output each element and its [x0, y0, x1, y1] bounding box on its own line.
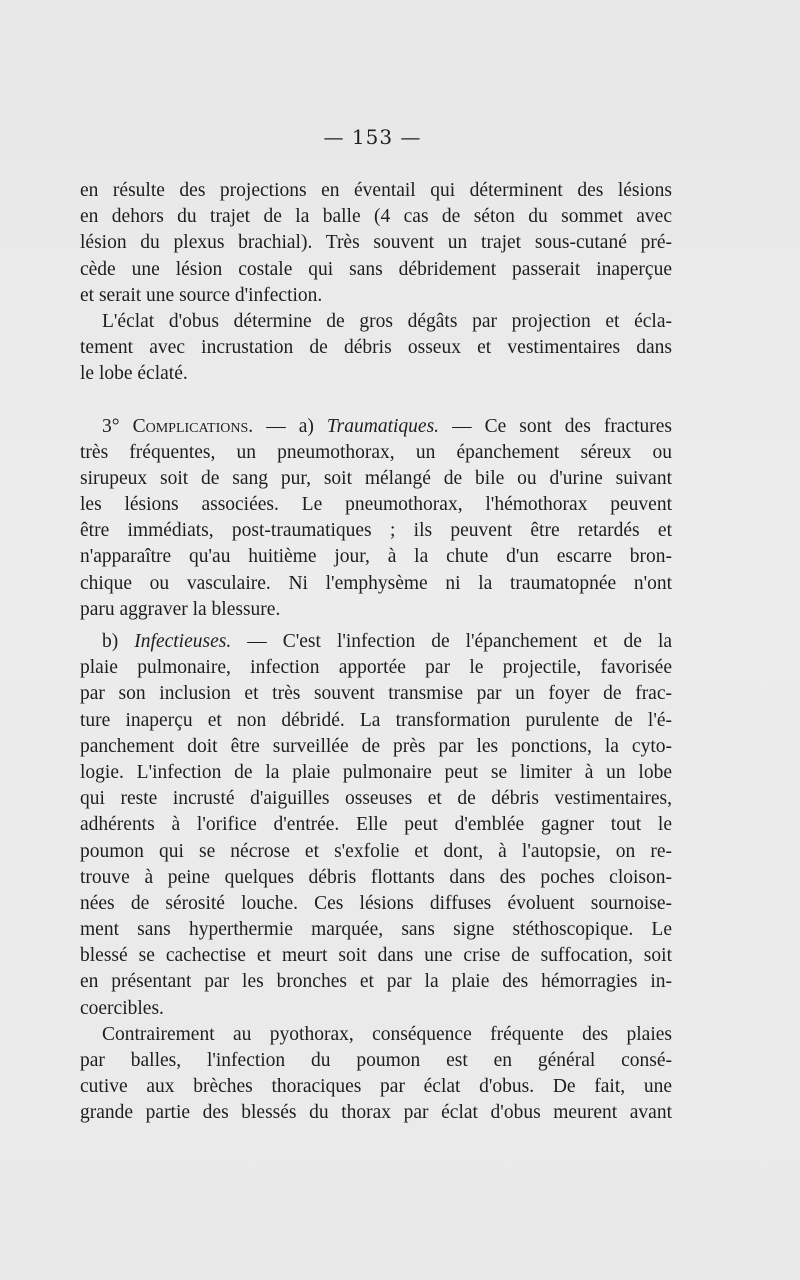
heading-prefix: b)	[102, 631, 119, 652]
text-line: cède une lésion costale qui sans débridement passerait inaperçue	[80, 258, 672, 280]
text-line: par son inclusion et très souvent transmise par un foyer de frac-	[80, 683, 672, 705]
heading-number: 3°	[102, 415, 120, 437]
heading-subtitle: Traumatiques.	[326, 415, 440, 437]
text-line: coercibles.	[80, 997, 164, 1019]
heading-rest: — C'est l'infection de l'épanchement et de la	[247, 631, 673, 652]
paragraph	[80, 629, 672, 1022]
paragraph	[80, 414, 672, 624]
section-heading-line	[80, 629, 672, 655]
text-line: panchement doit être surveillée de près par les ponctions, la cyto-	[80, 735, 672, 757]
text-line: les lésions associées. Le pneumothorax, l'hémothorax peuvent	[80, 494, 672, 516]
text-line: tement avec incrustation de débris osseux et vestimentaires dans	[80, 337, 672, 359]
text-line: et serait une source d'infection.	[80, 284, 323, 306]
text-line: en présentant par les bronches et par la plaie des hémorragies in-	[80, 971, 672, 993]
section-heading-line	[80, 414, 672, 440]
text-line: chique ou vasculaire. Ni l'emphysème ni la traumatopnée n'ont	[80, 572, 672, 594]
text-line: nées de sérosité louche. Ces lésions diffuses évoluent sournoise-	[80, 892, 672, 914]
text-line: poumon qui se nécrose et s'exfolie et dont, à l'autopsie, on re-	[80, 840, 672, 862]
paragraph	[80, 178, 672, 309]
text-line: adhérents à l'orifice d'entrée. Elle peut d'emblée gagner tout le	[80, 814, 672, 836]
text-line: sirupeux soit de sang pur, soit mélangé de bile ou d'urine suivant	[80, 467, 672, 489]
text-line: grande partie des blessés du thorax par éclat d'obus meurent avant	[80, 1102, 672, 1124]
text-line: être immédiats, post-traumatiques ; ils peuvent être retardés et	[80, 520, 672, 542]
page-number: — 153 —	[323, 125, 422, 149]
text-line: trouve à peine quelques débris flottants dans des poches cloison-	[80, 866, 672, 888]
paragraph	[80, 1022, 672, 1127]
text-line: ment sans hyperthermie marquée, sans signe stéthoscopique. Le	[80, 919, 672, 941]
text-line: cutive aux brèches thoraciques par éclat d'obus. De fait, une	[80, 1076, 672, 1098]
heading-dash: — a)	[266, 415, 314, 437]
text-line: L'éclat d'obus détermine de gros dégâts par projection et écla-	[102, 310, 672, 332]
text-line: paru aggraver la blessure.	[80, 598, 281, 620]
heading-rest: — Ce sont des fractures	[452, 415, 673, 437]
text-line: le lobe éclaté.	[80, 363, 188, 385]
paragraph	[80, 309, 672, 388]
heading-label: Complications.	[132, 415, 254, 437]
text-line: n'apparaître qu'au huitième jour, à la chute d'un escarre bron-	[80, 546, 672, 568]
text-line: en résulte des projections en éventail qui déterminent des lésions	[80, 180, 672, 201]
text-line: très fréquentes, un pneumothorax, un épanchement séreux ou	[80, 441, 672, 463]
section-gap	[80, 388, 672, 414]
text-line: par balles, l'infection du poumon est en général consé-	[80, 1050, 672, 1071]
body-text	[80, 178, 672, 1127]
text-line: qui reste incrusté d'aiguilles osseuses et de débris vestimentaires,	[80, 788, 672, 810]
text-line: Contrairement au pyothorax, conséquence fréquente des plaies	[102, 1023, 672, 1045]
text-line: logie. L'infection de la plaie pulmonaire peut se limiter à un lobe	[80, 761, 672, 783]
text-line: plaie pulmonaire, infection apportée par le projectile, favorisée	[80, 657, 672, 679]
text-line: en dehors du trajet de la balle (4 cas de séton du sommet avec	[80, 206, 672, 228]
text-line: lésion du plexus brachial). Très souvent un trajet sous-cutané pré-	[80, 232, 672, 254]
text-line: ture inaperçu et non débridé. La transformation purulente de l'é-	[80, 709, 672, 731]
heading-subtitle: Infectieuses.	[134, 631, 232, 652]
text-line: blessé se cachectise et meurt soit dans une crise de suffocation, soit	[80, 945, 672, 967]
